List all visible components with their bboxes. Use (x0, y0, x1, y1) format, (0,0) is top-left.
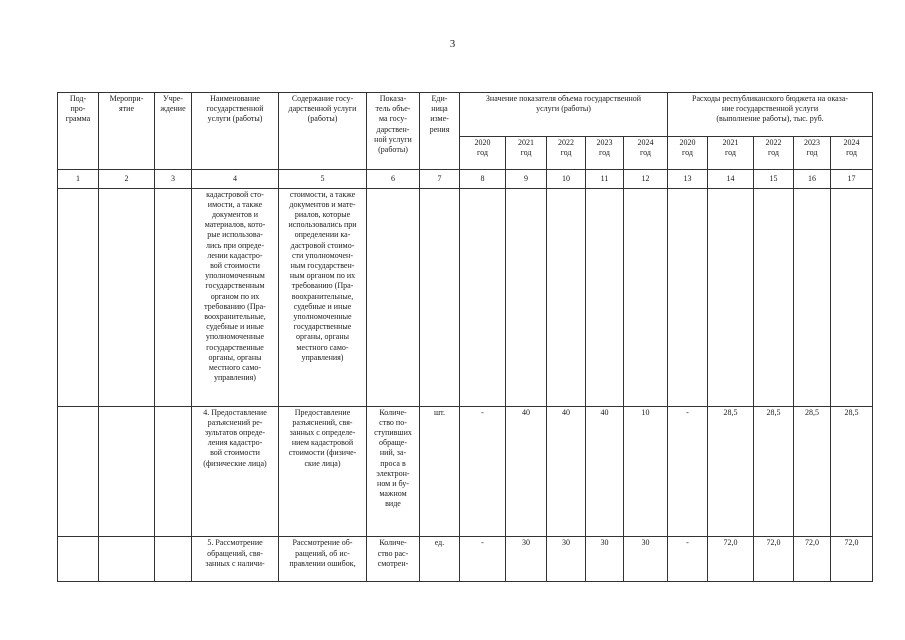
budget-table (57, 92, 873, 582)
year-cell: 2020 год (668, 136, 708, 169)
institution-cell (155, 188, 192, 406)
expense-cell: - (668, 537, 708, 582)
year-cell: 2023 год (586, 136, 624, 169)
expense-cell (668, 188, 708, 406)
column-number: 11 (586, 169, 624, 188)
column-number-row (58, 169, 873, 188)
column-number: 17 (831, 169, 873, 188)
unit-cell: ед. (420, 537, 460, 582)
year-cell: 2024 год (624, 136, 668, 169)
volume-cell (624, 188, 668, 406)
column-number: 16 (794, 169, 831, 188)
subprogram-cell (58, 406, 99, 537)
indicator-cell: Количе- ство по- ступивших обраще- ний, за- проса в электрон- ном и бу- мажном виде (367, 406, 420, 537)
year-cell: 2023 год (794, 136, 831, 169)
column-number: 15 (754, 169, 794, 188)
expense-cell (831, 188, 873, 406)
column-number: 9 (506, 169, 547, 188)
column-number: 12 (624, 169, 668, 188)
header-unit: Еди- ница изме- рения (420, 93, 460, 170)
expense-cell: 72,0 (794, 537, 831, 582)
expense-cell: 72,0 (754, 537, 794, 582)
expense-cell: 28,5 (754, 406, 794, 537)
volume-cell: 30 (624, 537, 668, 582)
volume-cell: 10 (624, 406, 668, 537)
service-content-cell: Рассмотрение об- ращений, об ис- правлении ошибок, (279, 537, 367, 582)
expense-cell (754, 188, 794, 406)
year-cell: 2022 год (754, 136, 794, 169)
expense-cell (708, 188, 754, 406)
volume-cell: 40 (586, 406, 624, 537)
indicator-cell (367, 188, 420, 406)
column-number: 4 (192, 169, 279, 188)
table-row (58, 188, 873, 406)
volume-cell (586, 188, 624, 406)
header-subprogram: Под- про- грамма (58, 93, 99, 170)
year-cell: 2024 год (831, 136, 873, 169)
volume-cell (506, 188, 547, 406)
institution-cell (155, 537, 192, 582)
expense-cell: 28,5 (708, 406, 754, 537)
header-service-content: Содержание госу- дарственной услуги (работы) (279, 93, 367, 170)
expense-cell: 72,0 (831, 537, 873, 582)
expense-cell: 28,5 (794, 406, 831, 537)
header-service-name: Наименование государственной услуги (работы) (192, 93, 279, 170)
service-content-cell: стоимости, а также документов и мате- риалов, которые использовались при определении ка- дастровой стоимо- сти уполномочен- ным государствен- ным органом по их требованию (Пра- воохранительные, судебные и иные уполномоченные государственные органы, органы местного само- управления) (279, 188, 367, 406)
service-name-cell: 4. Предоставление разъяснений ре- зультатов опреде- ления кадастро- вой стоимости (физические лица) (192, 406, 279, 537)
expense-cell: 28,5 (831, 406, 873, 537)
header-expenses-group: Расходы республиканского бюджета на оказа- ние государственной услуги (выполнение работы), тыс. руб. (668, 93, 873, 137)
column-number: 10 (547, 169, 586, 188)
volume-cell: 30 (547, 537, 586, 582)
expense-cell: 72,0 (708, 537, 754, 582)
header-measure: Меропри- ятие (99, 93, 155, 170)
volume-cell (547, 188, 586, 406)
institution-cell (155, 406, 192, 537)
volume-cell: 30 (586, 537, 624, 582)
column-number: 7 (420, 169, 460, 188)
column-number: 14 (708, 169, 754, 188)
column-number: 3 (155, 169, 192, 188)
subprogram-cell (58, 188, 99, 406)
table-row (58, 537, 873, 582)
year-cell: 2022 год (547, 136, 586, 169)
expense-cell (794, 188, 831, 406)
measure-cell (99, 188, 155, 406)
year-cell: 2020 год (460, 136, 506, 169)
volume-cell: 40 (506, 406, 547, 537)
column-number: 6 (367, 169, 420, 188)
header-volume-indicator: Показа- тель объе- ма госу- дарствен- ной услуги (работы) (367, 93, 420, 170)
volume-cell: - (460, 406, 506, 537)
header-row-1 (58, 93, 873, 137)
column-number: 13 (668, 169, 708, 188)
header-institution: Учре- ждение (155, 93, 192, 170)
indicator-cell: Количе- ство рас- смотрен- (367, 537, 420, 582)
measure-cell (99, 406, 155, 537)
volume-cell: - (460, 537, 506, 582)
column-number: 5 (279, 169, 367, 188)
unit-cell: шт. (420, 406, 460, 537)
column-number: 1 (58, 169, 99, 188)
unit-cell (420, 188, 460, 406)
header-volume-group: Значение показателя объема государственной услуги (работы) (460, 93, 668, 137)
service-name-cell: кадастровой сто- имости, а также документов и материалов, кото- рые использова- лись при опреде- лении кадастро- вой стоимости уполномоченным государственным органом по их требованию (Пра- воохранительные, судебные и иные уполномоченные государственные органы, органы местного само- управления) (192, 188, 279, 406)
volume-cell (460, 188, 506, 406)
table-row (58, 406, 873, 537)
column-number: 8 (460, 169, 506, 188)
column-number: 2 (99, 169, 155, 188)
measure-cell (99, 537, 155, 582)
year-cell: 2021 год (506, 136, 547, 169)
expense-cell: - (668, 406, 708, 537)
volume-cell: 40 (547, 406, 586, 537)
volume-cell: 30 (506, 537, 547, 582)
service-name-cell: 5. Рассмотрение обращений, свя- занных с наличи- (192, 537, 279, 582)
year-cell: 2021 год (708, 136, 754, 169)
service-content-cell: Предоставление разъяснений, свя- занных с определе- нием кадастровой стоимости (физиче- ские лица) (279, 406, 367, 537)
subprogram-cell (58, 537, 99, 582)
page-number: 3 (449, 38, 456, 50)
